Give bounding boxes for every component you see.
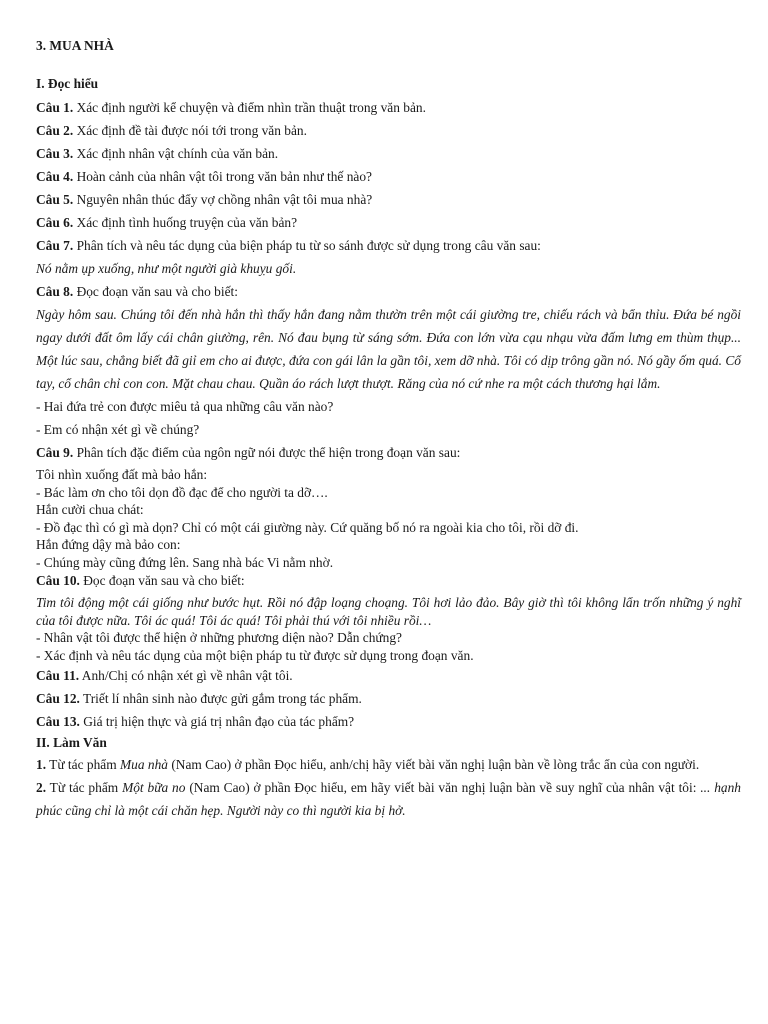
question-8-sub-2: - Em có nhận xét gì về chúng? [36,422,200,437]
essay-work-title: Một bữa no [122,780,186,795]
question-label: Câu 4. [36,169,74,184]
essay-number: 2. [36,780,47,795]
question-label: Câu 8. [36,284,74,299]
question-label: Câu 2. [36,123,74,138]
essay-number: 1. [36,757,47,772]
question-label: Câu 13. [36,714,80,729]
dialogue-line: - Bác làm ơn cho tôi dọn đồ đạc để cho người ta dỡ…. [36,484,328,500]
question-text: Đọc đoạn văn sau và cho biết: [73,284,238,299]
question-label: Câu 5. [36,192,74,207]
dialogue-line: Tôi nhìn xuống đất mà bảo hắn: [36,467,208,482]
question-10 [36,571,741,590]
question-2 [36,119,741,142]
essay-text: (Nam Cao) ở phần Đọc hiểu, anh/chị hãy viết bài văn nghị luận bàn về lòng trắc ẩn của con người. [167,757,700,772]
question-text: Anh/Chị có nhận xét gì về nhân vật tôi. [79,668,293,683]
question-text: Đọc đoạn văn sau và cho biết: [79,573,245,588]
question-8-sub-1: - Hai đứa trẻ con được miêu tả qua những câu văn nào? [36,399,334,414]
question-text: Giá trị hiện thực và giá trị nhân đạo của tác phẩm? [79,714,355,729]
question-label: Câu 1. [36,100,74,115]
essay-work-title: Mua nhà [120,757,168,772]
essay-prompt-2 [36,776,741,822]
dialogue-line: Hắn đứng dậy mà bảo con: [36,537,181,552]
question-10-sub-2: - Xác định và nêu tác dụng của một biện pháp tu từ được sử dụng trong đoạn văn. [36,647,474,663]
question-10-passage: Tim tôi động một cái giống như bước hụt. Rồi nó đập loạng choạng. Tôi hơi lảo đảo. Bây giờ thì tôi không lẩn trốn những ý nghĩ của tôi được nữa. Tôi ác quá! Tôi ác quá! Tôi phải thú với tôi nhiều rồi… [36,595,741,628]
question-1 [36,96,741,119]
question-8-passage: Ngày hôm sau. Chúng tôi đến nhà hắn thì thấy hắn đang nằm thườn trên một cái giường tre, chiếu rách và bẩn thỉu. Đứa bé ngồi ngay dưới đất ôm lấy cái chân giường, rên. Nó đau bụng từ sáng sớm. Đứa con lớn vừa cạu nhạu vừa đấm lưng em thùm thụp... Một lúc sau, chẳng biết đã giỉ em cho ai được, đứa con gái lân la gần tôi, xem dỡ nhà. Tôi có dịp trông gần nó. Nó gầy ốm quá. Cổ tay, cổ chân chỉ con con. Mặt chau chau. Quần áo rách lượt thượt. Răng của nó cứ nhe ra một cách thương hại lắm. [36,307,741,391]
question-text: Xác định tình huống truyện của văn bản? [73,215,298,230]
question-10-sub-1: - Nhân vật tôi được thể hiện ở những phương diện nào? Dẫn chứng? [36,630,402,645]
question-9 [36,441,741,464]
question-text: Nguyên nhân thúc đẩy vợ chồng nhân vật tôi mua nhà? [73,192,373,207]
question-text: Triết lí nhân sinh nào được gửi gắm trong tác phẩm. [79,691,362,706]
question-8 [36,280,741,303]
question-text: Phân tích và nêu tác dụng của biện pháp tu từ so sánh được sử dụng trong câu văn sau: [73,238,541,253]
dialogue-line: - Chúng mày cũng đứng lên. Sang nhà bác Vi nằm nhờ. [36,554,334,570]
question-7 [36,234,741,257]
question-7-quote: Nó nằm ụp xuống, như một người già khuỵu gối. [36,261,297,276]
question-text: Xác định người kể chuyện và điểm nhìn trần thuật trong văn bản. [73,100,426,115]
dialogue-line: Hắn cười chua chát: [36,502,144,517]
question-text: Phân tích đặc điểm của ngôn ngữ nói được thể hiện trong đoạn văn sau: [73,445,461,460]
section-reading-heading: I. Đọc hiểu [36,76,99,91]
question-text: Xác định đề tài được nói tới trong văn bản. [73,123,307,138]
essay-text: Từ tác phẩm [46,780,123,795]
section-writing-heading: II. Làm Văn [36,735,107,750]
essay-prompt-1 [36,753,741,776]
document-title: 3. MUA NHÀ [36,38,114,53]
essay-text: (Nam Cao) ở phần Đọc hiểu, em hãy viết bài văn nghị luận bàn về suy nghĩ của nhân vật tôi: [185,780,701,795]
question-3 [36,142,741,165]
question-label: Câu 11. [36,668,80,683]
question-9-dialogue [36,466,741,571]
question-5 [36,188,741,211]
question-4 [36,165,741,188]
question-12 [36,687,741,710]
question-label: Câu 6. [36,215,74,230]
essay-quote: ... hạnh phúc cũng chỉ là một cái chăn hẹp. Người này co thì người kia bị hở. [36,780,741,818]
question-label: Câu 12. [36,691,80,706]
dialogue-line: - Đồ đạc thì có gì mà dọn? Chỉ có một cái giường này. Cứ quăng bố nó ra ngoài kia cho tôi, rồi dỡ đi. [36,519,579,535]
question-11 [36,664,741,687]
essay-text: Từ tác phẩm [46,757,120,772]
question-text: Xác định nhân vật chính của văn bản. [73,146,279,161]
question-text: Hoàn cảnh của nhân vật tôi trong văn bản như thế nào? [73,169,372,184]
question-6 [36,211,741,234]
question-label: Câu 3. [36,146,74,161]
question-13 [36,710,741,733]
question-label: Câu 7. [36,238,74,253]
question-label: Câu 9. [36,445,74,460]
question-label: Câu 10. [36,573,80,588]
